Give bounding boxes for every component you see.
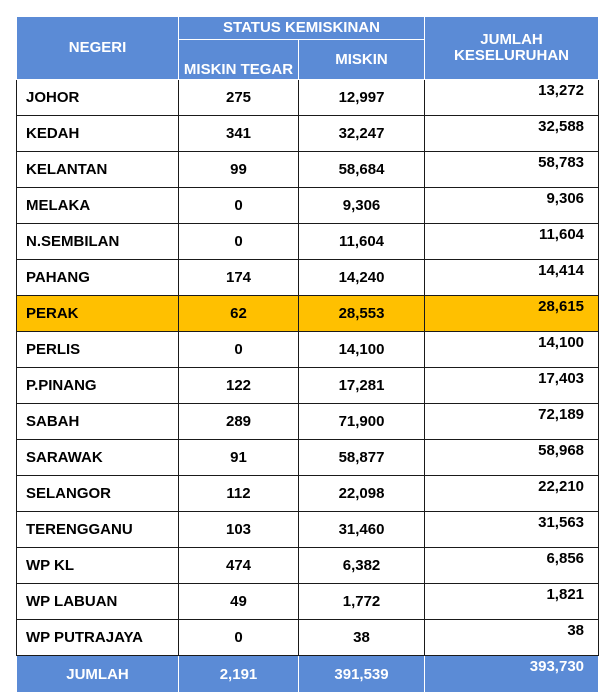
poor-cell: 58,684 [299, 152, 425, 188]
total-cell: 28,615 [425, 296, 599, 332]
table-row [17, 224, 599, 260]
totals-row [17, 656, 599, 693]
table-row [17, 440, 599, 476]
total-cell: 13,272 [425, 80, 599, 116]
footer-hardcore-total: 2,191 [179, 656, 299, 693]
state-cell: JOHOR [17, 80, 179, 116]
table-row [17, 260, 599, 296]
table-row [17, 404, 599, 440]
state-cell: PERAK [17, 296, 179, 332]
table-row [17, 584, 599, 620]
footer-poor-total: 391,539 [299, 656, 425, 693]
header-state: NEGERI [17, 17, 179, 80]
hardcore-cell: 62 [179, 296, 299, 332]
total-cell: 6,856 [425, 548, 599, 584]
footer-label: JUMLAH [17, 656, 179, 693]
poor-cell: 1,772 [299, 584, 425, 620]
table-row [17, 620, 599, 656]
state-cell: TERENGGANU [17, 512, 179, 548]
hardcore-cell: 99 [179, 152, 299, 188]
state-cell: WP KL [17, 548, 179, 584]
poor-cell: 32,247 [299, 116, 425, 152]
poor-cell: 17,281 [299, 368, 425, 404]
table-row [17, 332, 599, 368]
table-row [17, 548, 599, 584]
poor-cell: 38 [299, 620, 425, 656]
hardcore-cell: 0 [179, 188, 299, 224]
hardcore-cell: 103 [179, 512, 299, 548]
table-row [17, 116, 599, 152]
hardcore-cell: 49 [179, 584, 299, 620]
total-cell: 22,210 [425, 476, 599, 512]
hardcore-cell: 341 [179, 116, 299, 152]
table-row [17, 476, 599, 512]
total-cell: 32,588 [425, 116, 599, 152]
state-cell: PAHANG [17, 260, 179, 296]
footer-grand-total: 393,730 [425, 656, 599, 693]
total-cell: 14,414 [425, 260, 599, 296]
table-footer [17, 656, 599, 693]
total-cell: 14,100 [425, 332, 599, 368]
total-cell: 38 [425, 620, 599, 656]
table-row [17, 512, 599, 548]
header-hardcore-poor: MISKIN TEGAR [179, 40, 299, 80]
total-cell: 31,563 [425, 512, 599, 548]
state-cell: N.SEMBILAN [17, 224, 179, 260]
table-header [17, 17, 599, 80]
hardcore-cell: 0 [179, 620, 299, 656]
poor-cell: 28,553 [299, 296, 425, 332]
state-cell: SABAH [17, 404, 179, 440]
table-body [17, 80, 599, 656]
hardcore-cell: 275 [179, 80, 299, 116]
table-row [17, 152, 599, 188]
state-cell: SARAWAK [17, 440, 179, 476]
total-cell: 58,968 [425, 440, 599, 476]
poor-cell: 11,604 [299, 224, 425, 260]
total-cell: 58,783 [425, 152, 599, 188]
state-cell: PERLIS [17, 332, 179, 368]
poor-cell: 71,900 [299, 404, 425, 440]
state-cell: WP PUTRAJAYA [17, 620, 179, 656]
state-cell: KEDAH [17, 116, 179, 152]
hardcore-cell: 0 [179, 332, 299, 368]
poor-cell: 14,240 [299, 260, 425, 296]
state-cell: KELANTAN [17, 152, 179, 188]
state-cell: MELAKA [17, 188, 179, 224]
hardcore-cell: 174 [179, 260, 299, 296]
hardcore-cell: 474 [179, 548, 299, 584]
poor-cell: 58,877 [299, 440, 425, 476]
poor-cell: 9,306 [299, 188, 425, 224]
table-row [17, 188, 599, 224]
header-poor: MISKIN [299, 40, 425, 80]
hardcore-cell: 112 [179, 476, 299, 512]
poor-cell: 22,098 [299, 476, 425, 512]
table-row [17, 368, 599, 404]
hardcore-cell: 0 [179, 224, 299, 260]
poor-cell: 6,382 [299, 548, 425, 584]
poor-cell: 31,460 [299, 512, 425, 548]
state-cell: WP LABUAN [17, 584, 179, 620]
poor-cell: 12,997 [299, 80, 425, 116]
poverty-status-table [16, 16, 599, 693]
table-row [17, 80, 599, 116]
header-status-group: STATUS KEMISKINAN [179, 17, 425, 40]
total-cell: 11,604 [425, 224, 599, 260]
hardcore-cell: 91 [179, 440, 299, 476]
total-cell: 9,306 [425, 188, 599, 224]
total-cell: 72,189 [425, 404, 599, 440]
hardcore-cell: 289 [179, 404, 299, 440]
state-cell: P.PINANG [17, 368, 179, 404]
total-cell: 1,821 [425, 584, 599, 620]
header-total: JUMLAH KESELURUHAN [425, 17, 599, 80]
table-row-highlighted [17, 296, 599, 332]
hardcore-cell: 122 [179, 368, 299, 404]
total-cell: 17,403 [425, 368, 599, 404]
poor-cell: 14,100 [299, 332, 425, 368]
state-cell: SELANGOR [17, 476, 179, 512]
